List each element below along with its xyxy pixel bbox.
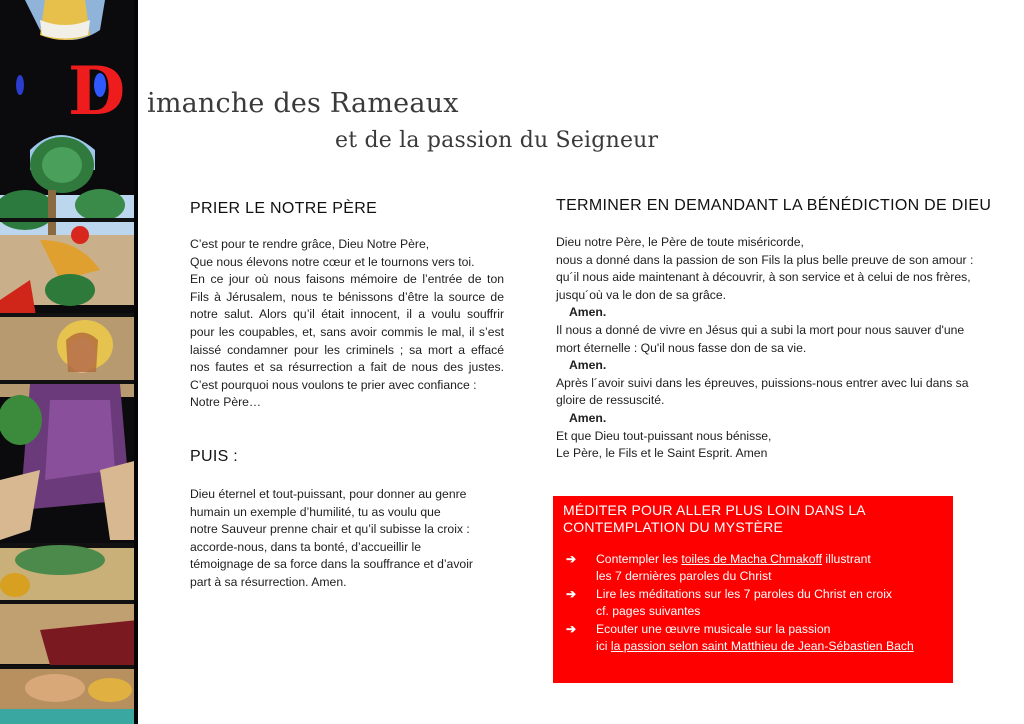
meditation-heading bbox=[563, 502, 943, 536]
link-toiles-macha-chmakoff[interactable]: toiles de Macha Chmakoff bbox=[681, 552, 823, 566]
glass-frame bbox=[134, 0, 138, 724]
meditation-item-lire bbox=[563, 586, 943, 621]
meditation-heading-line1: MÉDITER POUR ALLER PLUS LOIN DANS LA bbox=[563, 502, 866, 518]
title-dropcap: D bbox=[68, 52, 124, 130]
prayer-line: part à sa résurrection. Amen. bbox=[190, 574, 347, 589]
meditation-heading-line2: CONTEMPLATION DU MYSTÈRE bbox=[563, 519, 784, 535]
glass-foliage bbox=[15, 545, 105, 575]
benediction-line: nous a donné dans la passion de son Fils la plus belle preuve de son amour : qu´il nous aide maintenant à découvrir, à son service et à celui de nos frères, jusqu´où va le don de sa grâce. bbox=[556, 252, 974, 302]
meditation-item-contempler bbox=[563, 551, 943, 586]
glass-panel bbox=[0, 470, 40, 540]
glass-foliage bbox=[75, 189, 125, 221]
item-text: Ecouter une œuvre musicale sur la passion bbox=[596, 621, 831, 636]
benediction-text bbox=[556, 234, 981, 463]
prayer-line: Notre Père… bbox=[190, 395, 262, 410]
glass-red-cap bbox=[71, 226, 89, 244]
item-text: Contempler les bbox=[596, 552, 682, 566]
prayer-line: humain un exemple d’humilité, tu as voulu que bbox=[190, 504, 441, 519]
prayer-line: notre Sauveur prenne chair et qu’il subisse la croix : bbox=[190, 522, 470, 537]
prayer-line: Que nous élevons notre cœur et le tournons vers toi. bbox=[190, 254, 475, 269]
item-text: les 7 dernières paroles du Christ bbox=[596, 569, 772, 584]
glass-hair bbox=[66, 333, 98, 373]
section-heading-puis: PUIS : bbox=[190, 448, 239, 465]
glass-purple-robe bbox=[45, 400, 115, 480]
glass-panel bbox=[100, 460, 138, 540]
section-heading-prier: PRIER LE NOTRE PÈRE bbox=[190, 200, 378, 217]
meditation-box bbox=[553, 496, 953, 683]
glass-foliage bbox=[0, 395, 42, 445]
benediction-line: Et que Dieu tout-puissant nous bénisse, bbox=[556, 428, 772, 443]
page-title: imanche des Rameaux bbox=[147, 88, 459, 119]
item-text: Lire les méditations sur les 7 paroles du Christ en croix bbox=[596, 586, 893, 601]
benediction-line: Il nous a donné de vivre en Jésus qui a subi la mort pour nous sauver d'une mort éternelle : Qu'il nous fasse don de sa vie. bbox=[556, 322, 965, 355]
glass-blue-jewel bbox=[16, 75, 24, 95]
arrow-right-icon: ➔ bbox=[566, 586, 577, 601]
prayer-line: témoignage de sa force dans la souffrance et d’avoir bbox=[190, 557, 473, 572]
page-subtitle: et de la passion du Seigneur bbox=[335, 128, 659, 153]
benediction-line: Après l´avoir suivi dans les épreuves, puissions-nous entrer avec lui dans sa gloire de ressuscité. bbox=[556, 375, 969, 408]
glass-foliage bbox=[45, 274, 95, 306]
item-text: cf. pages suivantes bbox=[596, 604, 701, 619]
amen-response: Amen. bbox=[569, 305, 607, 320]
meditation-list bbox=[563, 551, 943, 655]
item-text: ici bbox=[596, 639, 611, 654]
benediction-line: Dieu notre Père, le Père de toute miséricorde, bbox=[556, 235, 804, 249]
glass-yellow bbox=[88, 678, 132, 702]
glass-lead bbox=[0, 665, 138, 669]
section-heading-benediction: TERMINER EN DEMANDANT LA BÉNÉDICTION DE DIEU bbox=[556, 197, 992, 214]
glass-tree-foliage bbox=[42, 147, 82, 183]
glass-teal-border bbox=[0, 709, 138, 724]
glass-lead bbox=[0, 380, 138, 384]
glass-animal bbox=[25, 674, 85, 702]
arrow-right-icon: ➔ bbox=[566, 552, 577, 566]
item-text: illustrant bbox=[822, 552, 871, 566]
prayer-line: accorde-nous, dans ta bonté, d’accueillir le bbox=[190, 539, 422, 554]
glass-yellow bbox=[0, 573, 30, 597]
glass-lead bbox=[0, 313, 138, 317]
link-passion-saint-matthieu[interactable]: la passion selon saint Matthieu de Jean-Sébastien Bach bbox=[610, 639, 914, 654]
prayer-line: Dieu éternel et tout-puissant, pour donner au genre bbox=[190, 487, 467, 501]
arrow-right-icon: ➔ bbox=[566, 621, 577, 636]
amen-response: Amen. bbox=[569, 358, 607, 373]
benediction-line: Le Père, le Fils et le Saint Esprit. Amen bbox=[556, 446, 768, 461]
glass-lead bbox=[0, 600, 138, 604]
amen-response: Amen. bbox=[569, 410, 607, 425]
prayer-paragraph: En ce jour où nous faisons mémoire de l’entrée de ton Fils à Jérusalem, nous te bénissons d’être la source de notre salut. Alors qu’il était innocent, il a voulu souffrir pour les coupables, et, sans avoir commis le mal, il s’est laissé condamner pour les criminels ; sa mort a effacé nos fautes et sa résurrection a fait de nous des justes. C’est pourquoi nous voulons te prier avec confiance : bbox=[190, 272, 504, 392]
prayer-notre-pere bbox=[190, 236, 504, 412]
glass-lead bbox=[0, 218, 138, 222]
prayer-collect bbox=[190, 486, 510, 592]
meditation-item-ecouter bbox=[563, 621, 943, 656]
prayer-line: C’est pour te rendre grâce, Dieu Notre Père, bbox=[190, 237, 430, 251]
